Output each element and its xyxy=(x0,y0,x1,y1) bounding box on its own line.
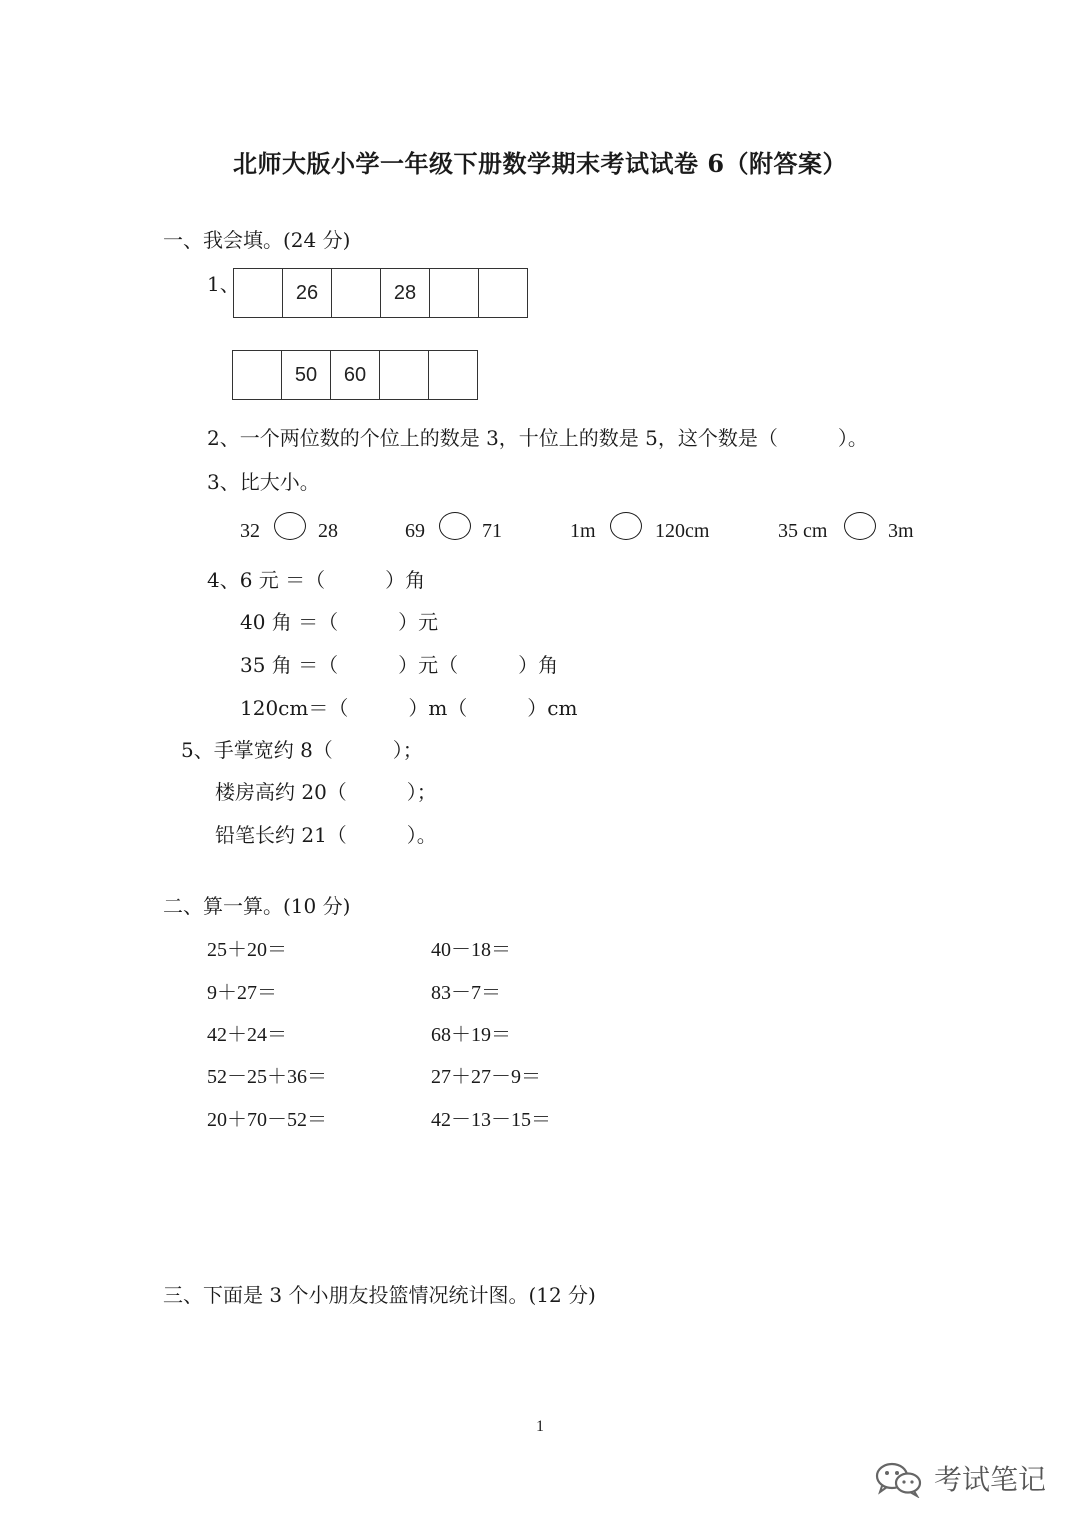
wechat-icon xyxy=(872,1460,926,1498)
compare-left: 69 xyxy=(405,520,425,542)
q4-line: 35 角 ＝（ ）元（ ）角 xyxy=(240,653,559,677)
q4-line: 40 角 ＝（ ）元 xyxy=(240,610,439,634)
grid-cell[interactable] xyxy=(379,350,429,400)
grid-cell[interactable] xyxy=(428,350,478,400)
grid-cell: 28 xyxy=(380,268,430,318)
watermark xyxy=(872,1456,1062,1500)
compare-circle[interactable] xyxy=(439,512,471,540)
equation: 42＋24＝ xyxy=(207,1024,287,1046)
compare-circle[interactable] xyxy=(844,512,876,540)
grid-cell[interactable] xyxy=(233,268,283,318)
page-title: 北师大版小学一年级下册数学期末考试试卷 6（附答案） xyxy=(232,149,848,178)
equation: 40－18＝ xyxy=(431,939,511,961)
compare-circle[interactable] xyxy=(610,512,642,540)
grid-cell[interactable] xyxy=(429,268,479,318)
q4-line: 120cm＝（ ）m（ ）cm xyxy=(240,696,578,720)
grid-cell: 26 xyxy=(282,268,332,318)
page-number: 1 xyxy=(536,1418,544,1435)
q5-line: 5、手掌宽约 8（ ）； xyxy=(181,738,423,762)
section-3-heading: 三、下面是 3 个小朋友投篮情况统计图。(12 分) xyxy=(163,1283,596,1307)
equation: 27＋27－9＝ xyxy=(431,1066,541,1088)
grid-cell[interactable] xyxy=(478,268,528,318)
equation: 9＋27＝ xyxy=(207,982,277,1004)
grid-cell: 50 xyxy=(281,350,331,400)
number-grid-row-2 xyxy=(232,350,478,400)
q2-text: 2、一个两位数的个位上的数是 3，十位上的数是 5，这个数是（ ）。 xyxy=(207,426,868,450)
q3-label: 3、比大小。 xyxy=(207,470,320,494)
compare-right: 3m xyxy=(888,520,914,542)
q1-label: 1、 xyxy=(207,272,240,296)
equation: 52－25＋36＝ xyxy=(207,1066,327,1088)
equation: 83－7＝ xyxy=(431,982,501,1004)
equation: 20＋70－52＝ xyxy=(207,1109,327,1131)
equation: 68＋19＝ xyxy=(431,1024,511,1046)
section-2-heading: 二、算一算。(10 分) xyxy=(163,894,351,918)
number-grid-row-1 xyxy=(233,268,528,318)
section-1-heading: 一、我会填。(24 分) xyxy=(163,228,351,252)
compare-left: 1m xyxy=(570,520,596,542)
compare-left: 32 xyxy=(240,520,260,542)
equation: 42－13－15＝ xyxy=(431,1109,551,1131)
q4-line: 4、6 元 ＝（ ）角 xyxy=(207,568,426,592)
compare-right: 71 xyxy=(482,520,502,542)
q5-line: 楼房高约 20（ ）； xyxy=(215,780,437,804)
grid-cell[interactable] xyxy=(232,350,282,400)
compare-left: 35 cm xyxy=(778,520,828,542)
compare-right: 120cm xyxy=(655,520,710,542)
equation: 25＋20＝ xyxy=(207,939,287,961)
compare-circle[interactable] xyxy=(274,512,306,540)
q5-line: 铅笔长约 21（ ）。 xyxy=(215,823,437,847)
compare-right: 28 xyxy=(318,520,338,542)
watermark-text: 考试笔记 xyxy=(934,1463,1047,1496)
grid-cell: 60 xyxy=(330,350,380,400)
grid-cell[interactable] xyxy=(331,268,381,318)
